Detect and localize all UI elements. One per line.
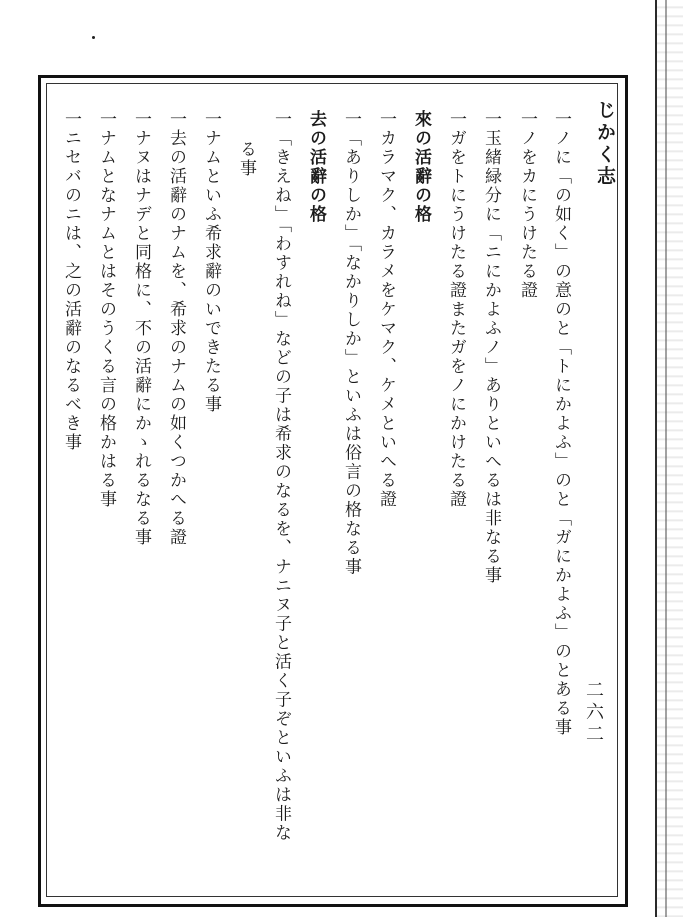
text-column-9-continued: る事 xyxy=(236,140,256,178)
text-column-9: 一「きえね」「わすれね」などの子は希求のなるを、ナニヌ子と活く子ぞといふは非な xyxy=(271,110,291,843)
text-column-11: 一ナムといふ希求辭のいできたる事 xyxy=(201,110,221,414)
running-header: じかく志 xyxy=(594,100,616,188)
text-column-14: 一ナムとなナムとはそのうくる言の格かはる事 xyxy=(96,110,116,509)
page-number: 二六二 xyxy=(583,680,604,746)
page-binding-edge xyxy=(655,0,683,917)
text-column-15: 一ニセバのニは、之の活辭のなるべき事 xyxy=(61,110,81,452)
text-column-2: 一ノをカにうけたる證 xyxy=(517,110,537,300)
scan-speck xyxy=(92,36,95,39)
text-column-4: 一ガをトにうけたる證またガをノにかけたる證 xyxy=(446,110,466,509)
text-column-12: 一去の活辭のナムを、希求のナムの如くつかへる證 xyxy=(166,110,186,547)
text-column-7: 一「ありしか」「なかりしか」といふは俗言の格なる事 xyxy=(341,110,361,577)
section-heading-future: 來の活辭の格 xyxy=(411,110,431,224)
text-column-13: 一ナヌはナデと同格に、不の活辭にかゝれるなる事 xyxy=(131,110,151,547)
text-column-6: 一カラマク、カラメをケマク、ケメといへる證 xyxy=(376,110,396,509)
text-column-3: 一玉緒緑分に「ニにかよふノ」ありといへるは非なる事 xyxy=(481,110,501,585)
text-column-1: 一ノに「の如く」の意のと「トにかよふ」のと「ガにかよふ」のとある事 xyxy=(551,110,571,737)
section-heading-past: 去の活辭の格 xyxy=(306,110,326,224)
